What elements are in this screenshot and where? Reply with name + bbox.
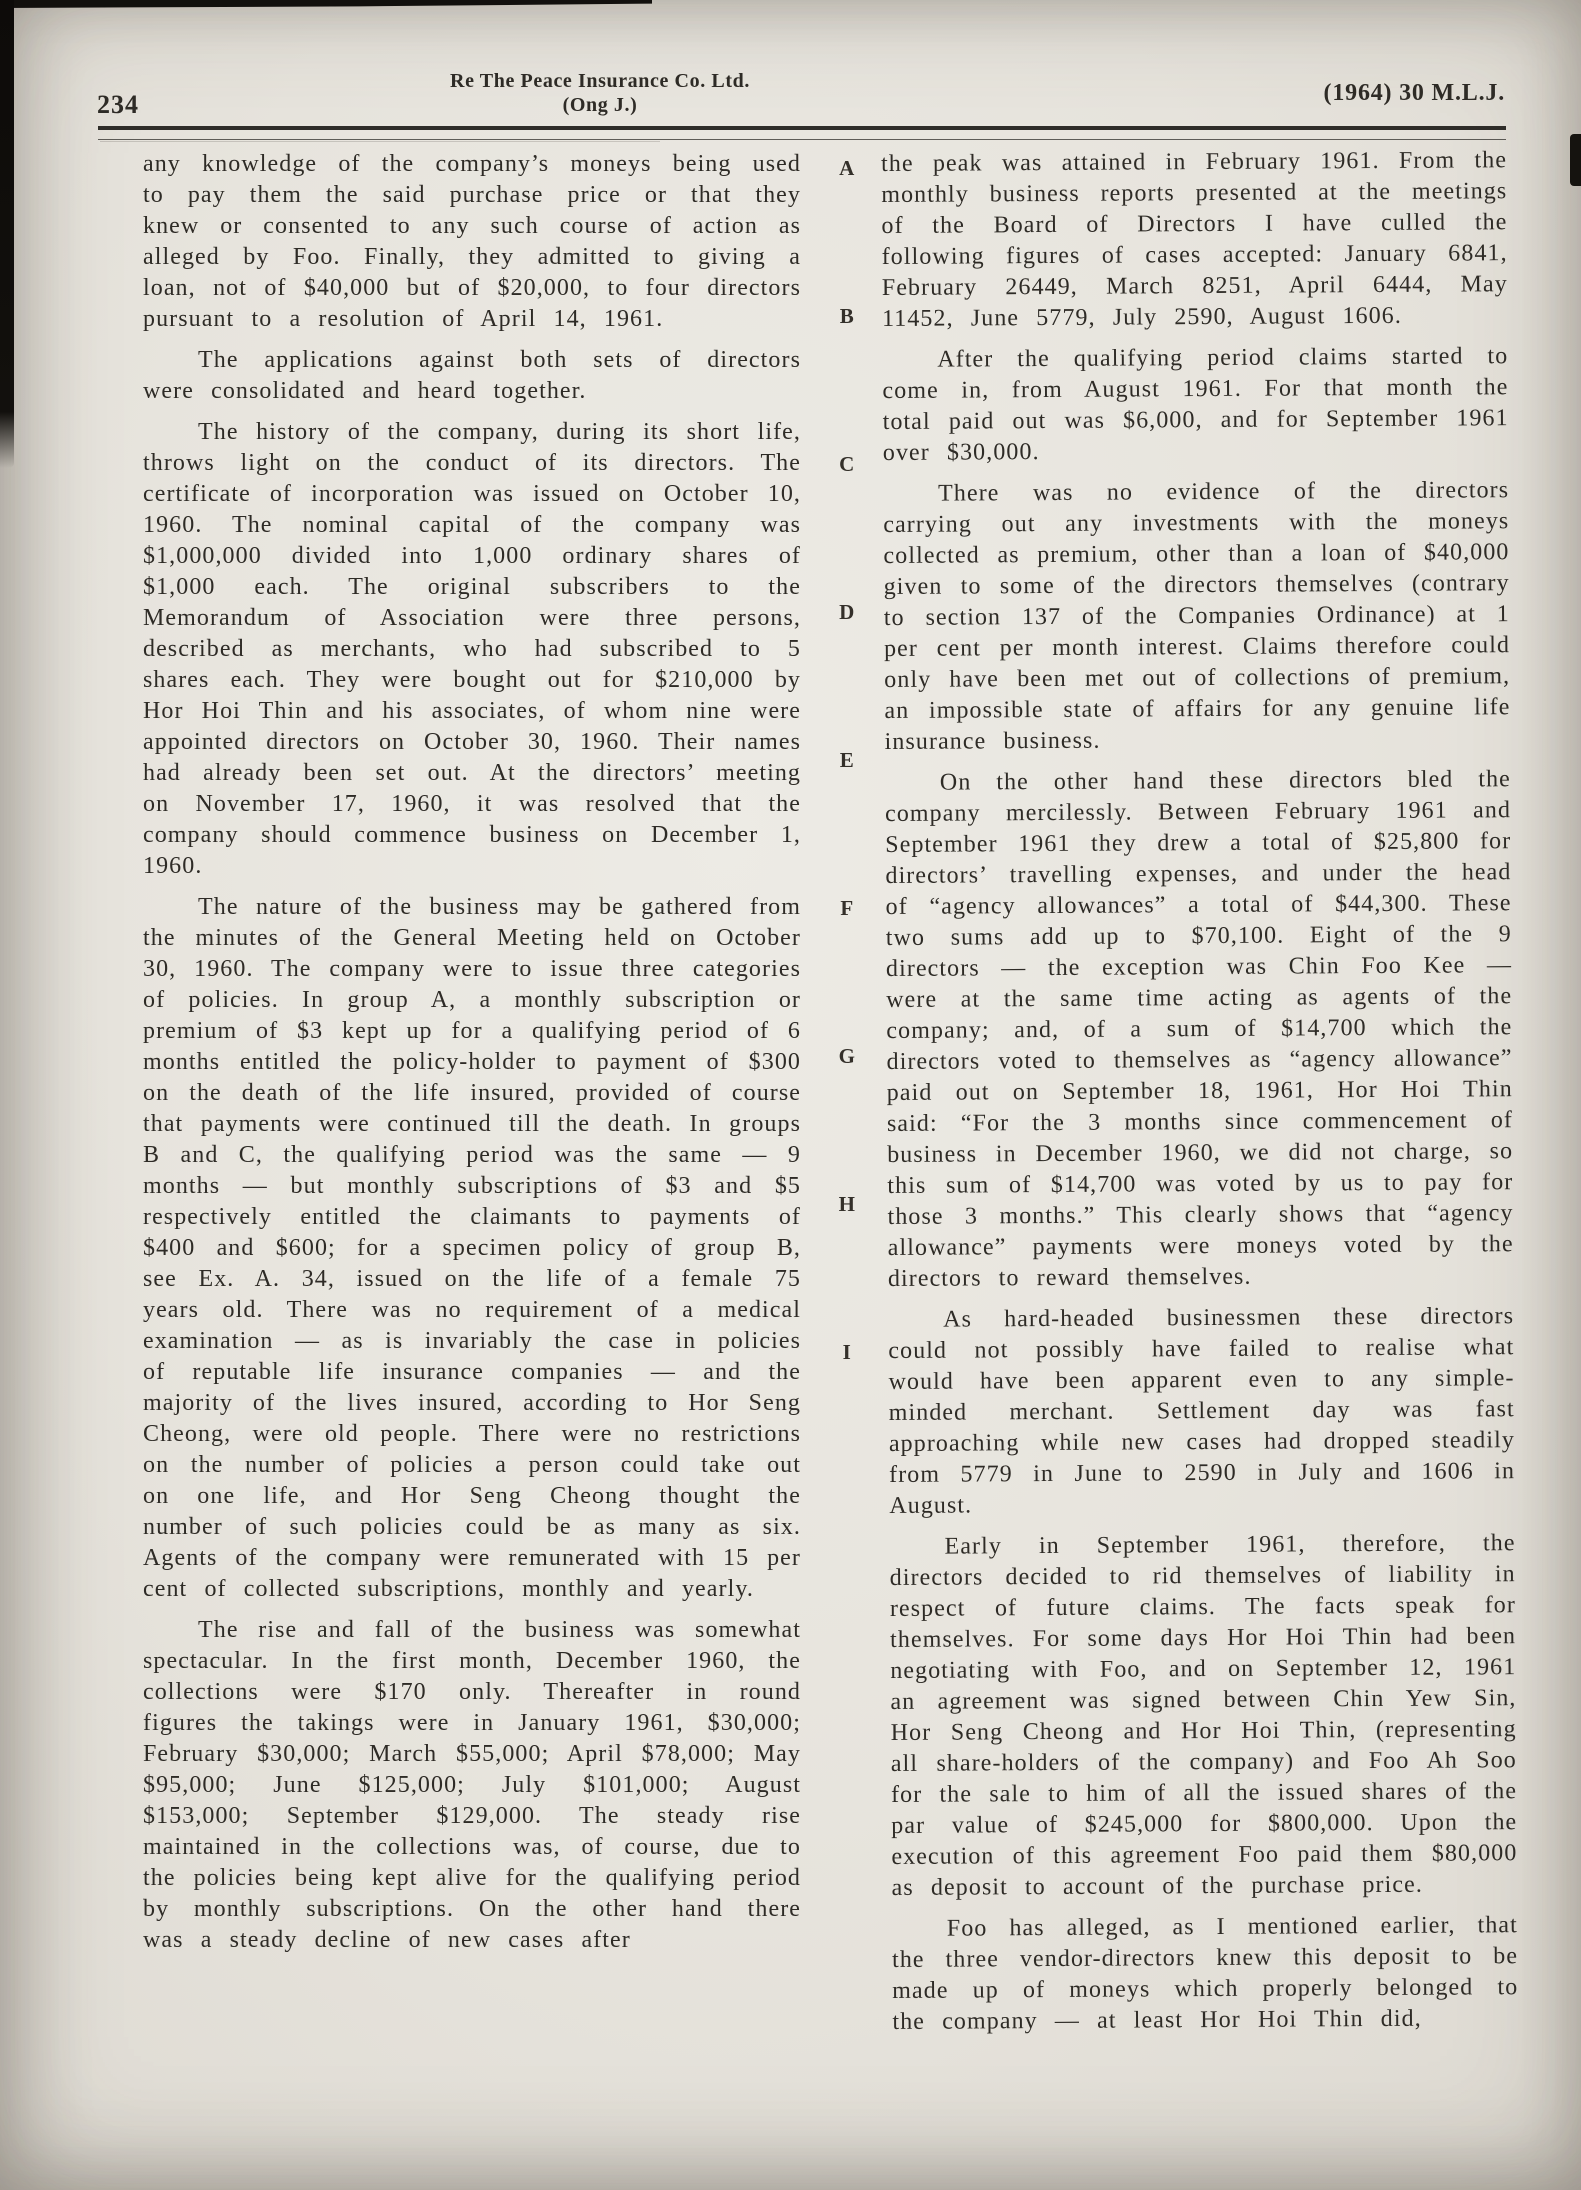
paragraph: any knowledge of the company’s moneys being used to pay them the said purchase price or that they knew or consented to any such course of action as alleged by Foo. Finally, they admitted to giving a loan, not of $40,000 but of $20,000, to four directors pursuant to a resolution of April 14, 1961. — [143, 151, 801, 332]
margin-letter: H — [838, 1192, 856, 1216]
paragraph: On the other hand these directors bled the company mercilessly. Between February 1961 and September 1961 they drew a total of $25,800 for directors’ travelling expenses, and under the head of “agency allowances” a total of $44,300. These two sums add up to $70,100. Eight of the 9 directors — the exception was Chin Foo Kee — were at the same time acting as agents of the company; and, of a sum of $14,700 which the directors voted to themselves as “agency allowance” paid out on September 18, 1961, Hor Hoi Thin said: “For the 3 months since commencement of business in December 1960, we did not charge, so this sum of $14,700 was voted by us to pay for those 3 months.” This clearly shows that “agency allowance” payments were moneys voted by the directors to reward themselves. — [884, 766, 1514, 1292]
margin-letter: I — [842, 1340, 852, 1364]
judge-name: (Ong J.) — [562, 94, 638, 116]
header-rule-echo — [100, 141, 660, 142]
margin-letter: D — [839, 600, 855, 624]
paragraph: Foo has alleged, as I mentioned earlier, that the three vendor-directors knew this deposit to be made up of moneys which properly belonged to the company — at least Hor Hoi Thin did, — [891, 1912, 1519, 2035]
scan-artifact-left-edge — [0, 0, 14, 468]
paragraph: The applications against both sets of directors were consolidated and heard together. — [143, 347, 801, 404]
left-column — [143, 149, 801, 1966]
paragraph: The nature of the business may be gathered from the minutes of the General Meeting held on October 30, 1960. The company were to issue three categories of policies. In group A, a monthly subscription or premium of $3 kept up for a qualifying period of 6 months entitled the policy-holder to payment of $300 on the death of the life insured, provided of course that payments were continued till the death. In groups B and C, the qualifying period was the same — 9 months — but monthly subscriptions of $3 and $5 respectively entitled the claimants to payments of $400 and $600; for a specimen policy of group B, see Ex. A. 34, issued on the life of a female 75 years old. There was no requirement of a medical examination — as is invariably the case in policies of reputable life insurance companies — and the majority of the lives insured, according to Hor Seng Cheong, were old people. There were no restrictions on the number of policies a person could take out on one life, and Hor Seng Cheong thought the number of such policies could be as many as six. Agents of the company were remunerated with 15 per cent of collected subscriptions, monthly and yearly. — [143, 894, 801, 1602]
margin-letter: G — [838, 1044, 856, 1068]
paragraph: The history of the company, during its short life, throws light on the conduct of its directors. The certificate of incorporation was issued on October 10, 1960. The nominal capital of the company was $1,000,000 divided into 1,000 ordinary shares of $1,000 each. The original subscribers to the Memorandum of Association were three persons, described as merchants, who had subscribed to 5 shares each. They were bought out for $210,000 by Hor Hoi Thin and his associates, of whom nine were appointed directors on October 30, 1960. Their names had already been set out. At the directors’ meeting on November 17, 1960, it was resolved that the company should commence business on December 1, 1960. — [143, 419, 801, 879]
scan-artifact-top-edge — [0, 0, 652, 8]
margin-letter: E — [839, 748, 855, 772]
paragraph: Early in September 1961, therefore, the directors decided to rid themselves of liability in respect of future claims. The facts speak for themselves. For some days Hor Hoi Thin had been negotiating with Foo, and on September 12, 1961 an agreement was signed between Chin Yew Sin, Hor Seng Cheong and Hor Hoi Thin, (representing all share-holders of the company) and Foo Ah Soo for the sale to him of all the issued shares of the par value of $245,000 for $800,000. Upon the execution of this agreement Foo paid them $80,000 as deposit to account of the purchase price. — [889, 1530, 1518, 1901]
header-rule — [98, 126, 1506, 140]
paragraph: As hard-headed businessmen these directors could not possibly have failed to realise what would have been apparent even to any simple-minded merchant. Settlement day was fast approaching while new cases had dropped steadily from 5779 in June to 2590 in July and 1606 in August. — [888, 1303, 1516, 1519]
running-header — [320, 69, 880, 117]
margin-letter: F — [840, 896, 854, 920]
margin-letter-gutter — [831, 0, 863, 2190]
case-name: Re The Peace Insurance Co. Ltd. — [450, 70, 750, 92]
right-column — [881, 145, 1519, 2048]
paragraph: After the qualifying period claims started to come in, from August 1961. For that month the total paid out was $6,000, and for September 1961 over $30,000. — [882, 343, 1509, 466]
margin-letter: C — [839, 452, 855, 476]
report-citation: (1964) 30 M.L.J. — [1323, 80, 1505, 106]
paragraph: There was no evidence of the directors carrying out any investments with the moneys collected as premium, other than a loan of $40,000 given to some of the directors themselves (contrary to section 137 of the Companies Ordinance) at 1 per cent per month interest. Claims therefore could only have been met out of collections of premium, an impossible state of affairs for any genuine life insurance business. — [883, 477, 1511, 755]
margin-letter: B — [839, 304, 855, 328]
paragraph: the peak was attained in February 1961. From the monthly business reports presented at the meetings of the Board of Directors I have culled the following figures of cases accepted: January 6841, February 26449, March 8251, April 6444, May 11452, June 5779, July 2590, August 1606. — [881, 147, 1508, 332]
margin-letter: A — [839, 156, 855, 180]
page-number: 234 — [97, 90, 139, 119]
scan-artifact-right-edge — [1570, 134, 1581, 186]
paragraph: The rise and fall of the business was somewhat spectacular. In the first month, December 1960, the collections were $170 only. Thereafter in round figures the takings were in January 1961, $30,000; February $30,000; March $55,000; April $78,000; May $95,000; June $125,000; July $101,000; August $153,000; September $129,000. The steady rise maintained in the collections was, of course, due to the policies being kept alive for the qualifying period by monthly subscriptions. On the other hand there was a steady decline of new cases after — [143, 1617, 801, 1953]
